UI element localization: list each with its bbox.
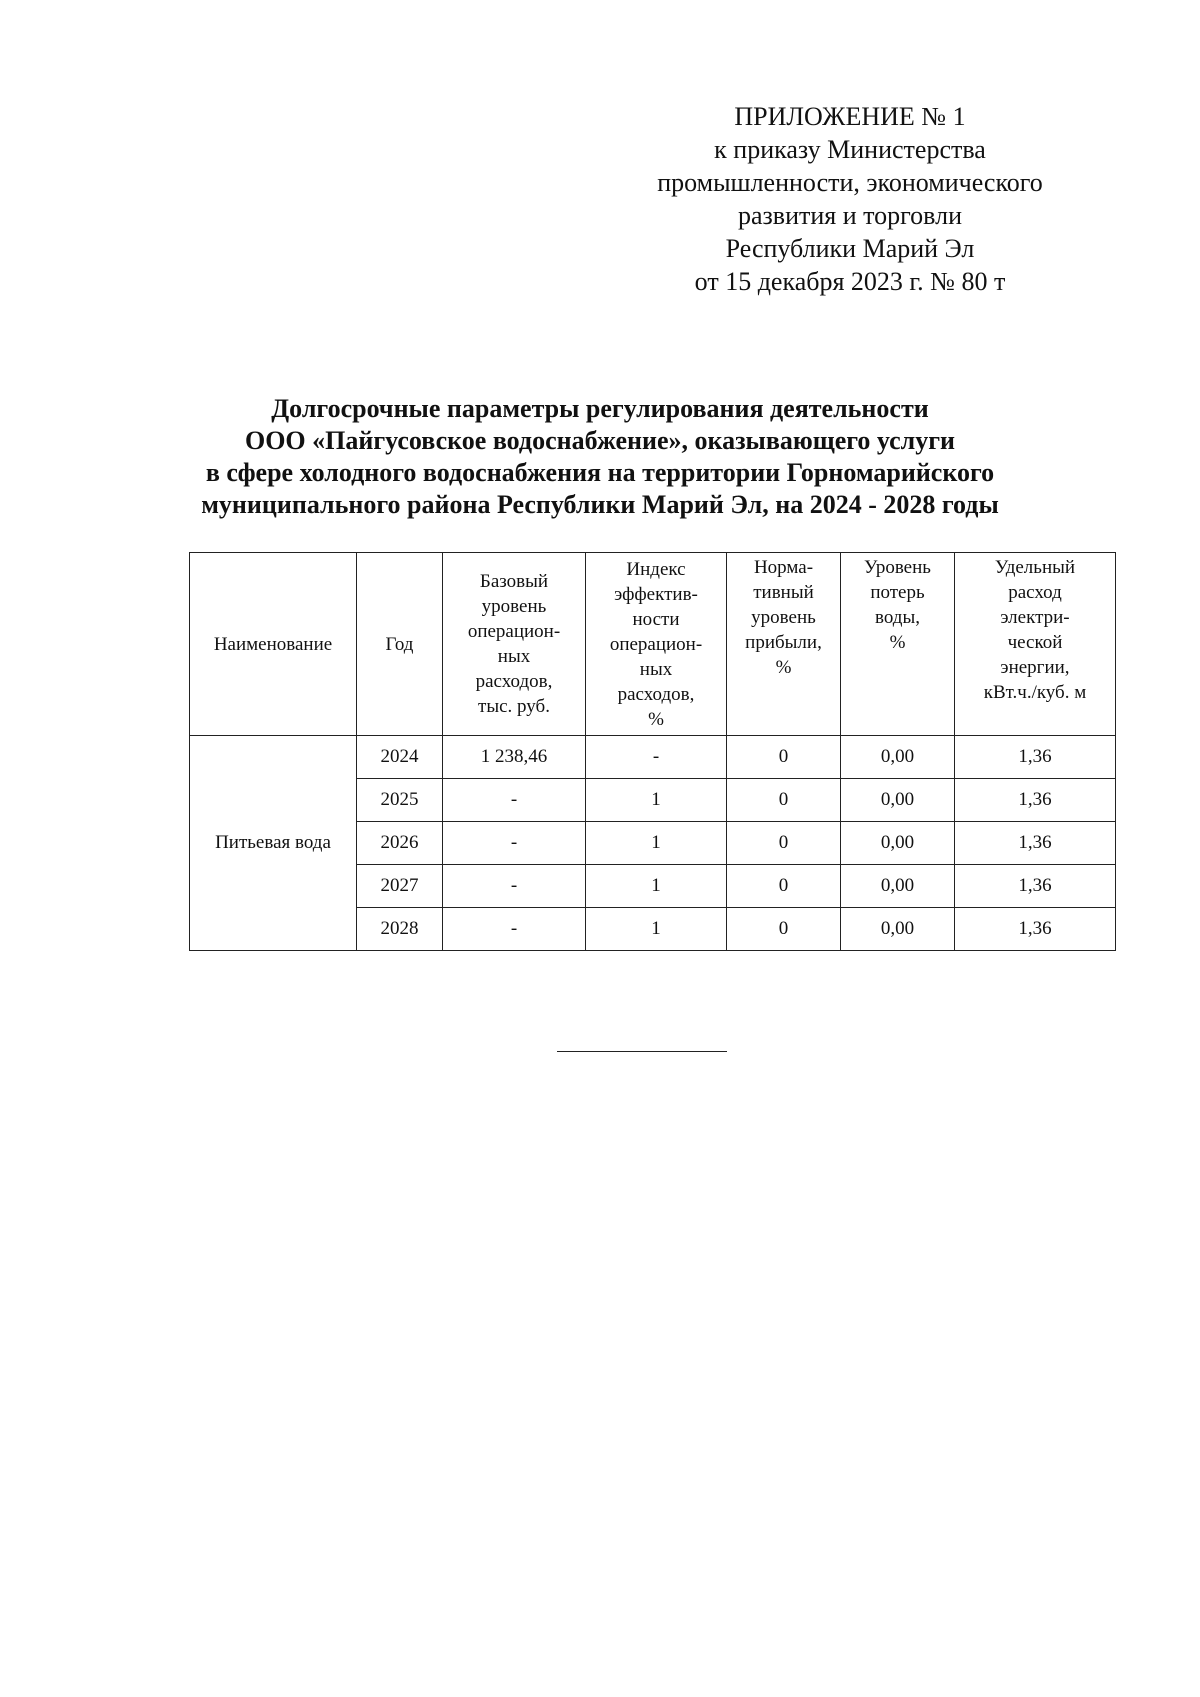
header-efficiency-index: Индекс эффектив- ности операцион- ных расходов, %	[586, 553, 727, 736]
base-opex-cell: -	[443, 865, 586, 908]
table-header-row	[190, 553, 1116, 736]
water-loss-cell: 0,00	[841, 865, 955, 908]
energy-consumption-cell: 1,36	[955, 736, 1116, 779]
water-loss-cell: 0,00	[841, 779, 955, 822]
efficiency-index-cell: -	[586, 736, 727, 779]
energy-consumption-cell: 1,36	[955, 779, 1116, 822]
header-profit-level: Норма- тивный уровень прибыли, %	[727, 553, 841, 736]
header-energy-consumption: Удельный расход электри- ческой энергии, кВт.ч./куб. м	[955, 553, 1116, 736]
appendix-line: к приказу Министерства	[714, 135, 986, 164]
document-title	[150, 393, 1050, 521]
efficiency-index-cell: 1	[586, 822, 727, 865]
year-cell: 2027	[357, 865, 443, 908]
appendix-line: промышленности, экономического	[657, 168, 1043, 197]
profit-level-cell: 0	[727, 736, 841, 779]
parameters-table	[189, 552, 1116, 951]
title-line: Долгосрочные параметры регулирования деятельности	[271, 394, 929, 423]
base-opex-cell: -	[443, 908, 586, 951]
header-water-loss: Уровень потерь воды, %	[841, 553, 955, 736]
profit-level-cell: 0	[727, 908, 841, 951]
title-line: муниципального района Республики Марий Эл, на 2024 - 2028 годы	[201, 490, 999, 519]
base-opex-cell: -	[443, 822, 586, 865]
header-base-opex: Базовый уровень операцион- ных расходов, тыс. руб.	[443, 553, 586, 736]
year-cell: 2026	[357, 822, 443, 865]
group-name-cell: Питьевая вода	[190, 736, 357, 951]
efficiency-index-cell: 1	[586, 865, 727, 908]
closing-separator-line	[557, 1051, 727, 1052]
appendix-number: ПРИЛОЖЕНИЕ № 1	[734, 102, 966, 131]
appendix-header	[640, 100, 1060, 298]
base-opex-cell: 1 238,46	[443, 736, 586, 779]
title-line: в сфере холодного водоснабжения на территории Горномарийского	[205, 458, 995, 487]
header-name: Наименование	[190, 553, 357, 736]
water-loss-cell: 0,00	[841, 822, 955, 865]
title-line: ООО «Пайгусовское водоснабжение», оказывающего услуги	[244, 426, 956, 455]
appendix-date: от 15 декабря 2023 г. № 80 т	[694, 267, 1006, 296]
year-cell: 2024	[357, 736, 443, 779]
base-opex-cell: -	[443, 779, 586, 822]
appendix-line: Республики Марий Эл	[725, 234, 975, 263]
energy-consumption-cell: 1,36	[955, 865, 1116, 908]
year-cell: 2025	[357, 779, 443, 822]
appendix-line: развития и торговли	[737, 201, 962, 230]
year-cell: 2028	[357, 908, 443, 951]
table-row	[190, 736, 1116, 779]
water-loss-cell: 0,00	[841, 736, 955, 779]
energy-consumption-cell: 1,36	[955, 822, 1116, 865]
efficiency-index-cell: 1	[586, 908, 727, 951]
water-loss-cell: 0,00	[841, 908, 955, 951]
profit-level-cell: 0	[727, 865, 841, 908]
efficiency-index-cell: 1	[586, 779, 727, 822]
energy-consumption-cell: 1,36	[955, 908, 1116, 951]
profit-level-cell: 0	[727, 822, 841, 865]
profit-level-cell: 0	[727, 779, 841, 822]
header-year: Год	[357, 553, 443, 736]
